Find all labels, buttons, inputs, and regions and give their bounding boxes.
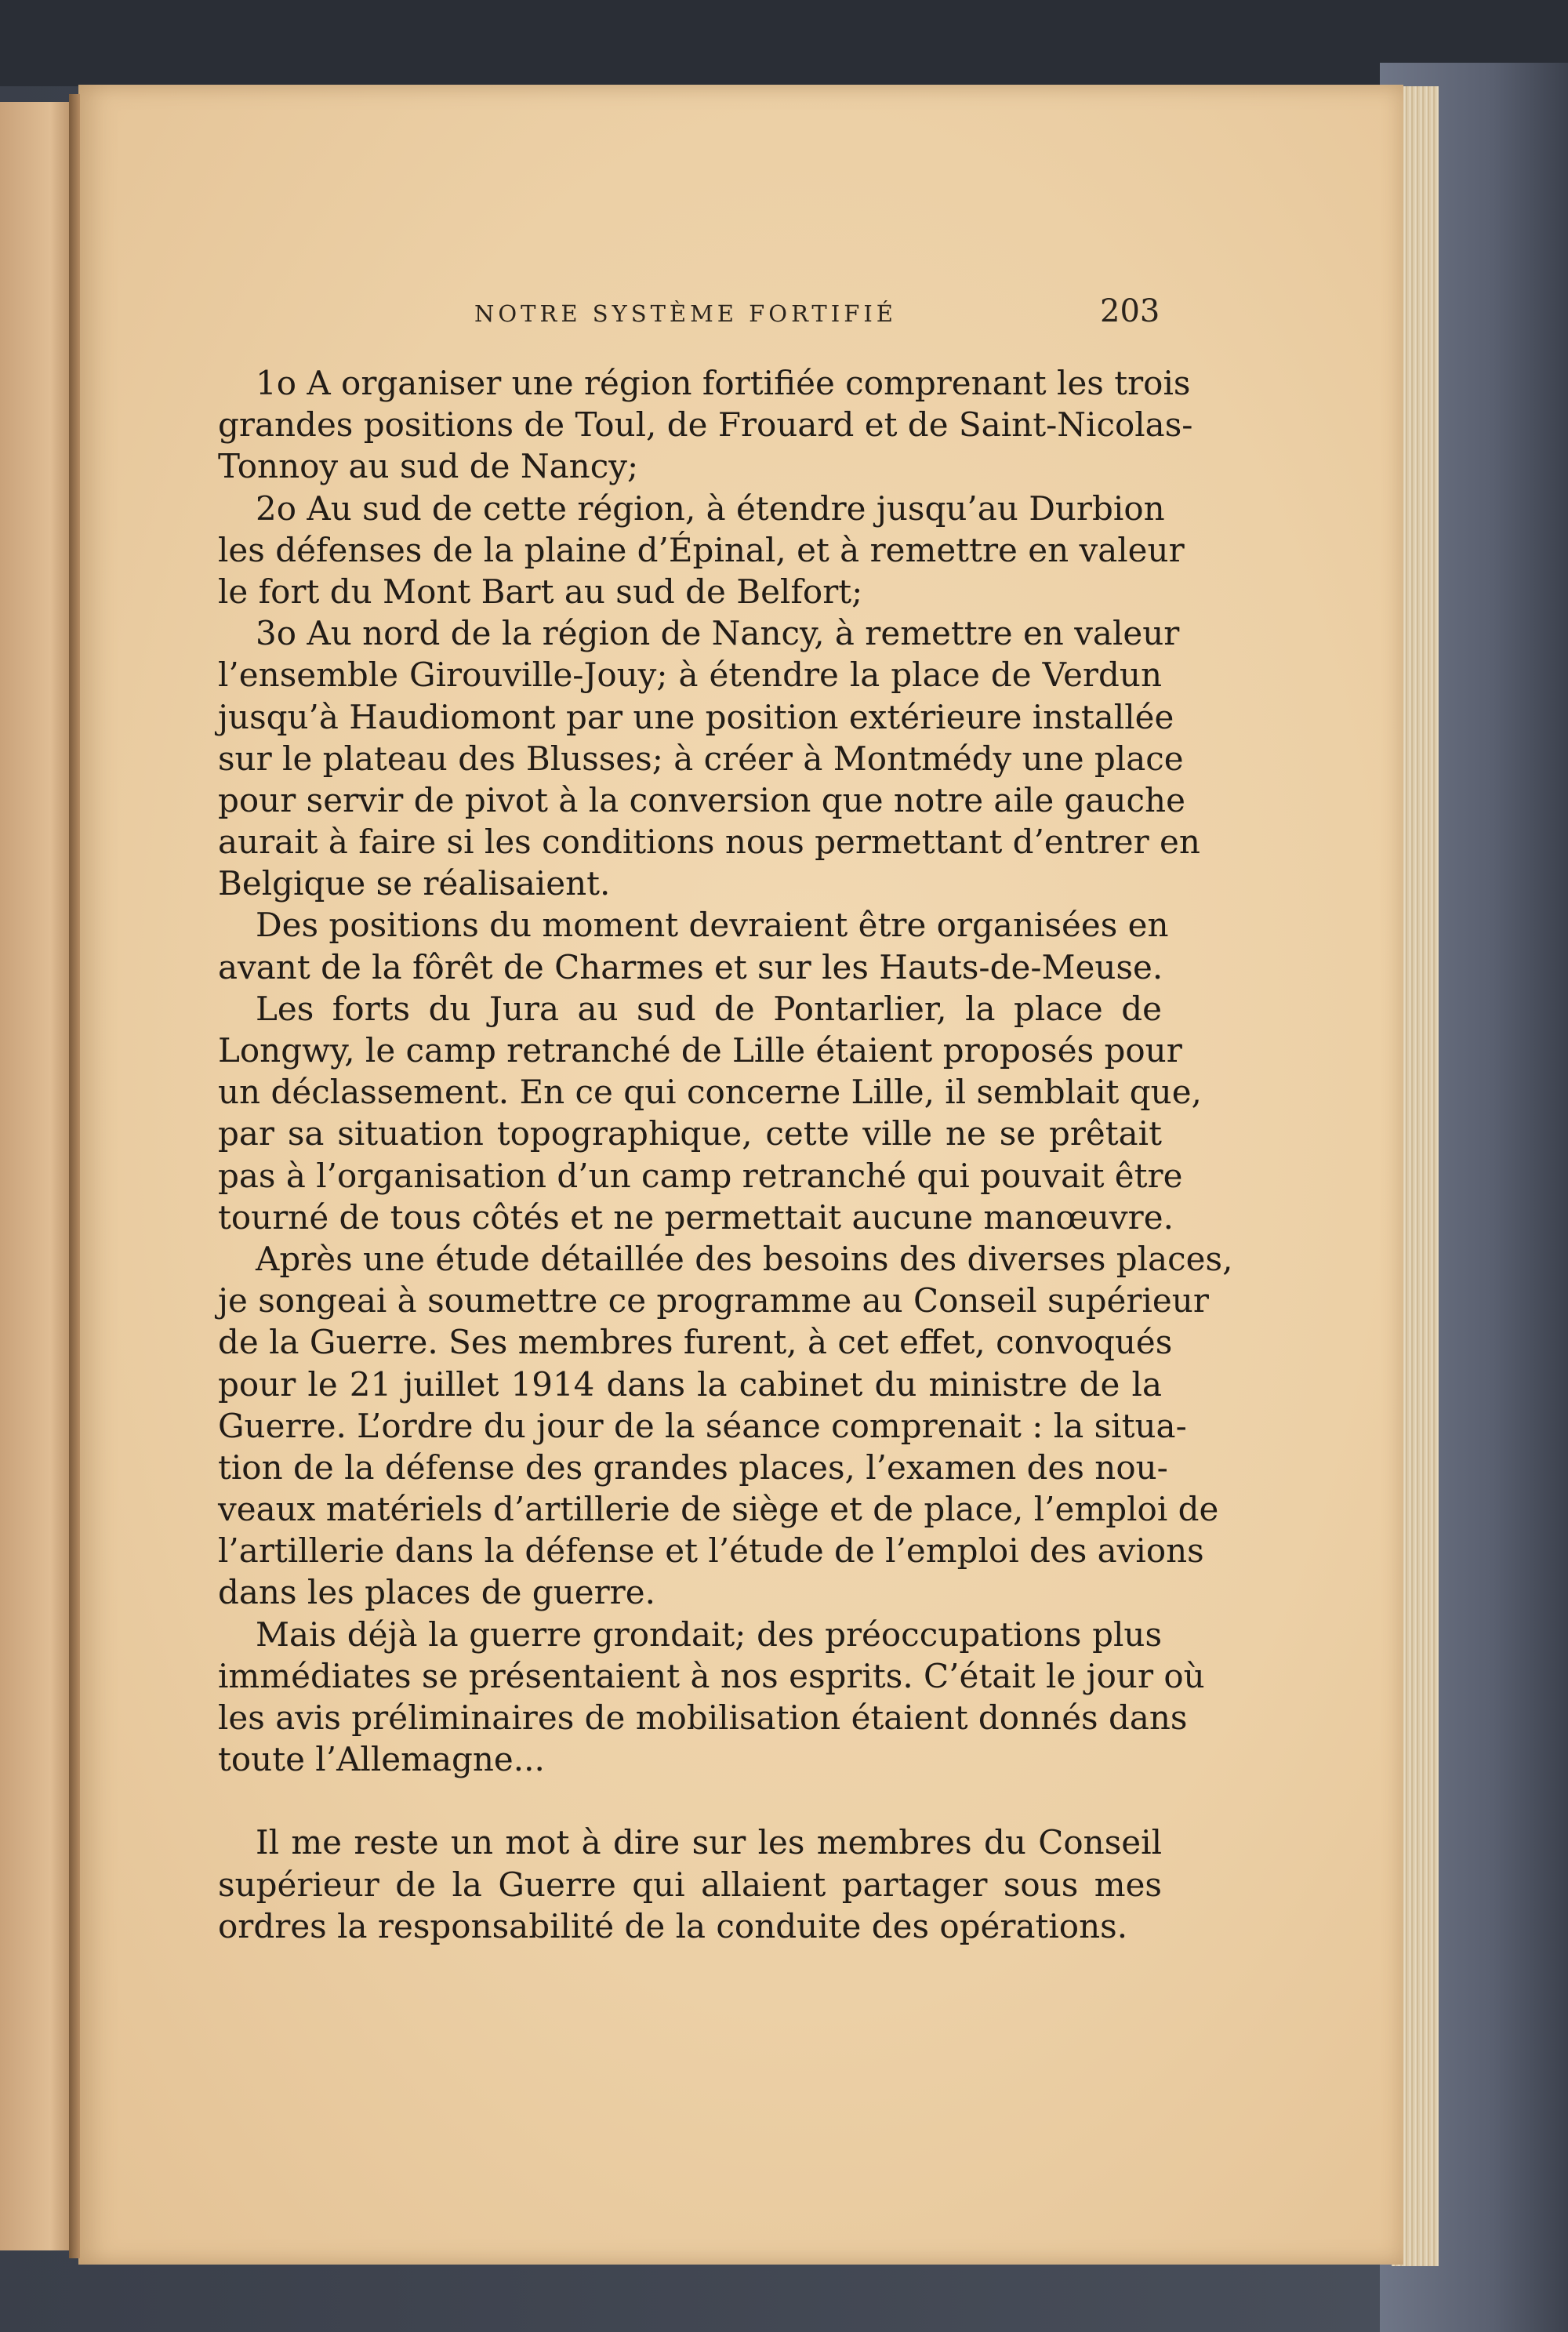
text-line: toute l’Allemagne... <box>218 1740 545 1779</box>
text-line: Longwy, le camp retranché de Lille étaient proposés pour <box>218 1031 1182 1070</box>
text-line: pas à l’organisation d’un camp retranché qui pouvait être <box>218 1156 1183 1195</box>
text-line: pour servir de pivot à la conversion que notre aile gauche <box>218 780 1185 819</box>
running-title: NOTRE SYSTÈME FORTIFIÉ <box>474 300 897 327</box>
text-line: Guerre. L’ordre du jour de la séance comprenait : la situa- <box>218 1406 1187 1445</box>
text-line: je songeai à soumettre ce programme au Conseil supérieur <box>218 1281 1209 1320</box>
section-gap <box>218 1780 1162 1822</box>
text-line: Les forts du Jura au sud de Pontarlier, la place de <box>256 989 1162 1028</box>
text-line: Des positions du moment devraient être organisées en <box>256 906 1169 945</box>
text-line: Après une étude détaillée des besoins des diverses places, <box>256 1239 1233 1278</box>
book-gutter <box>69 94 80 2258</box>
book-cover-top <box>0 0 1568 86</box>
text-line: pour le 21 juillet 1914 dans la cabinet du ministre de la <box>218 1364 1162 1404</box>
text-line: le fort du Mont Bart au sud de Belfort; <box>218 572 863 611</box>
text-line: Belgique se réalisaient. <box>218 864 611 903</box>
text-line: Tonnoy au sud de Nancy; <box>218 447 639 486</box>
text-line: ordres la responsabilité de la conduite des opérations. <box>218 1906 1128 1945</box>
text-line: de la Guerre. Ses membres furent, à cet effet, convoqués <box>218 1323 1173 1362</box>
text-line: dans les places de guerre. <box>218 1573 655 1612</box>
page-number: 203 <box>1100 293 1160 329</box>
text-line: 1o A organiser une région fortifiée comprenant les trois <box>256 364 1191 402</box>
text-line: aurait à faire si les conditions nous permettant d’entrer en <box>218 823 1200 862</box>
text-line: tion de la défense des grandes places, l’examen des nou- <box>218 1448 1168 1487</box>
text-line: par sa situation topographique, cette ville ne se prêtait <box>218 1114 1162 1153</box>
text-line: un déclassement. En ce qui concerne Lille, il semblait que, <box>218 1073 1202 1112</box>
text-line: l’artillerie dans la défense et l’étude de l’emploi des avions <box>218 1531 1204 1571</box>
body-text <box>218 362 1233 1947</box>
text-line: Il me reste un mot à dire sur les membres du Conseil <box>256 1823 1162 1862</box>
text-line: avant de la fôrêt de Charmes et sur les Hauts-de-Meuse. <box>218 947 1163 986</box>
facing-page-edge <box>0 102 72 2250</box>
text-line: 3o Au nord de la région de Nancy, à remettre en valeur <box>256 614 1180 653</box>
text-line: immédiates se présentaient à nos esprits. C’était le jour où <box>218 1656 1205 1695</box>
text-line: tourné de tous côtés et ne permettait aucune manœuvre. <box>218 1197 1174 1237</box>
text-line: les défenses de la plaine d’Épinal, et à remettre en valeur <box>218 530 1185 569</box>
text-line: l’ensemble Girouville-Jouy; à étendre la place de Verdun <box>218 656 1162 695</box>
text-line: les avis préliminaires de mobilisation étaient donnés dans <box>218 1698 1188 1737</box>
text-line: sur le plateau des Blusses; à créer à Montmédy une place <box>218 739 1184 778</box>
text-line: supérieur de la Guerre qui allaient partager sous mes <box>218 1865 1162 1904</box>
text-line: 2o Au sud de cette région, à étendre jusqu’au Durbion <box>256 489 1165 528</box>
text-line: Mais déjà la guerre grondait; des préoccupations plus <box>256 1615 1162 1654</box>
text-line: jusqu’à Haudiomont par une position extérieure installée <box>218 697 1174 736</box>
text-line: veaux matériels d’artillerie de siège et de place, l’emploi de <box>218 1490 1219 1529</box>
text-line: grandes positions de Toul, de Frouard et de Saint-Nicolas- <box>218 405 1193 445</box>
